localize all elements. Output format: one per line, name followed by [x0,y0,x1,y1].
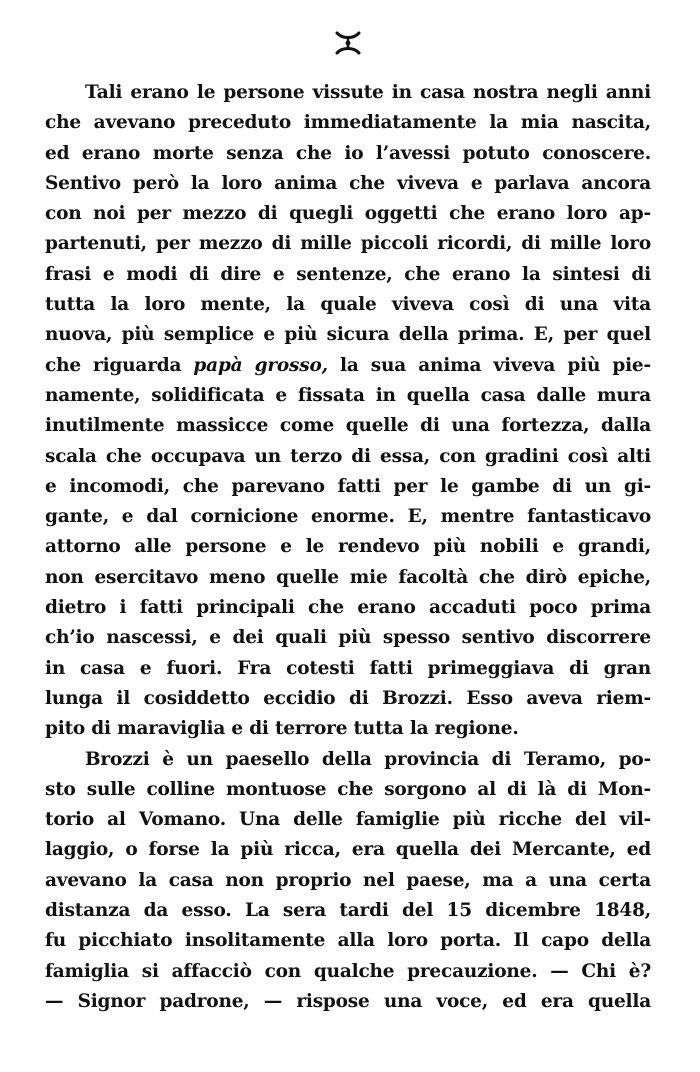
text-segment: che riguarda [45,354,194,376]
text-line: in casa e fuori. Fra cotesti fatti primeggiava di gran [45,657,651,679]
text-line: pito di maraviglia e di terrore tutta la regione. [45,718,519,740]
text-line: inutilmente massicce come quelle di una fortezza, dalla [45,415,651,437]
text-line: tutta la loro mente, la quale viveva così di una vita [45,294,651,316]
text-line: che avevano preceduto immediatamente la mia nascita, [45,112,651,134]
paragraph-1 [45,78,651,745]
text-line: fu picchiato insolitamente alla loro porta. Il capo della [45,930,651,952]
text-line: laggio, o forse la più ricca, era quella dei Mercante, ed [45,839,651,861]
text-line: gante, e dal cornicione enorme. E, mentre fantasticavo [45,506,651,528]
book-page [45,30,651,1017]
text-line: scala che occupava un terzo di essa, con gradini così alti [45,445,651,467]
italic-phrase: papà grosso, [193,354,328,376]
paragraph-2 [45,745,651,1018]
text-line: distanza da esso. La sera tardi del 15 dicembre 1848, [45,900,651,922]
text-line: nuova, più semplice e più sicura della prima. E, per quel [45,324,651,346]
text-line-with-italic [45,351,651,381]
text-line: con noi per mezzo di quegli oggetti che erano loro ap- [45,203,651,225]
text-line: attorno alle persone e le rendevo più nobili e grandi, [45,536,651,558]
text-line: Sentivo però la loro anima che viveva e parlava ancora [45,172,651,194]
text-line: ed erano morte senza che io l’avessi potuto conoscere. [45,142,651,164]
text-line: partenuti, per mezzo di mille piccoli ricordi, di mille loro [45,233,651,255]
text-line: torio al Vomano. Una delle famiglie più ricche del vil- [45,809,651,831]
text-line: Brozzi è un paesello della provincia di Teramo, po- [85,748,651,770]
text-line: ch’io nascessi, e dei quali più spesso sentivo discorrere [45,627,651,649]
text-line: frasi e modi di dire e sentenze, che erano la sintesi di [45,263,651,285]
text-line: lunga il cosiddetto eccidio di Brozzi. Esso aveva riem- [45,687,651,709]
text-line: namente, solidificata e fissata in quella casa dalle mura [45,384,651,406]
text-line: famiglia si affacciò con qualche precauzione. — Chi è? [45,960,651,982]
text-line: e incomodi, che parevano fatti per le gambe di un gi- [45,475,651,497]
text-line: sto sulle colline montuose che sorgono al di là di Mon- [45,778,651,800]
text-line: Tali erano le persone vissute in casa nostra negli anni [85,82,651,103]
text-line: non esercitavo meno quelle mie facoltà che dirò epiche, [45,566,651,588]
text-segment: la sua anima viveva più pie- [327,354,651,376]
text-line: dietro i fatti principali che erano accaduti poco prima [45,597,651,619]
text-line: avevano la casa non proprio nel paese, ma a una certa [45,869,651,891]
text-line: — Signor padrone, — rispose una voce, ed era quella [45,990,651,1012]
fleuron-ornament-icon [333,30,363,56]
